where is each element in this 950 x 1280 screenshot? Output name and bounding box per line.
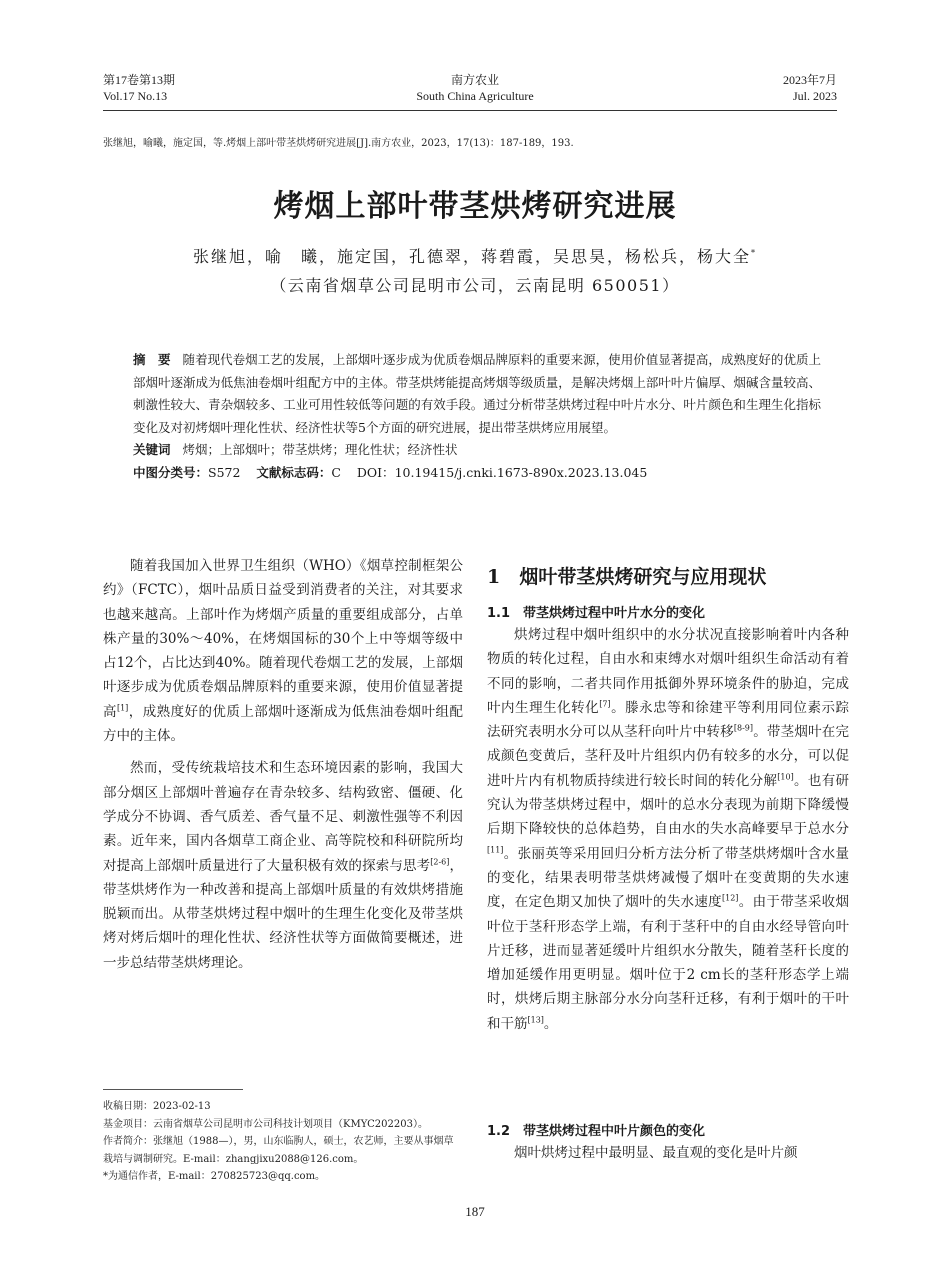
article-title: 烤烟上部叶带茎烘烤研究进展 <box>273 189 677 224</box>
ref-2-6[interactable]: [2-6] <box>430 857 450 867</box>
header-volume-cn: 第17卷第13期 <box>103 73 176 87</box>
intro-p1-text-b: ，成熟度好的优质上部烟叶逐渐成为低焦油卷烟叶组配方中的主体。 <box>103 703 464 745</box>
section-1-1-paragraph <box>487 623 849 1036</box>
ref-10[interactable]: [10] <box>777 772 794 782</box>
abstract-text: 随着现代卷烟工艺的发展，上部烟叶逐步成为优质卷烟品牌原料的重要来源，使用价值显著提高，成熟度好的优质上部烟叶逐渐成为低焦油卷烟叶组配方中的主体。带茎烘烤能提高烤烟等级质量，是解决烤烟上部叶叶片偏厚、烟碱含量较高、刺激性较大、青杂烟较多、工业可用性较低等问题的有效手段。通过分析带茎烘烤过程中叶片水分、叶片颜色和生理生化指标变化及对初烤烟叶理化性状、经济性状等5个方面的研究进展，提出带茎烘烤应用展望。 <box>133 352 821 435</box>
s11-text-c: 。带茎烟叶在完成颜色变黄后，茎秆及叶片组织内仍有较多的水分，可以促进叶片内有机物质持续进行较长时间的转化分解 <box>487 724 850 789</box>
header-journal <box>375 72 575 104</box>
footnote-rule <box>103 1089 243 1090</box>
ref-11[interactable]: [11] <box>487 845 504 855</box>
intro-p2-text-b: ，带茎烘烤作为一种改善和提高上部烟叶质量的有效烘烤措施脱颖而出。从带茎烘烤过程中烟叶的生理生化变化及带茎烘烤对烤后烟叶的理化性状、经济性状等方面做简要概述，进一步总结带茎烘烤理论。 <box>103 857 464 971</box>
ref-8-9[interactable]: [8-9] <box>733 723 753 733</box>
footnote-bio: 作者简介：张继旭（1988—），男，山东临朐人，硕士，农艺师，主要从事烟草栽培与调制研究。E-mail：zhangjixu2088@126.com。 <box>103 1136 454 1165</box>
header-date-en: Jul. 2023 <box>792 89 837 103</box>
subsection-1-1: 1.1 带茎烘烤过程中叶片水分的变化 <box>487 606 706 621</box>
page-number: 187 <box>465 1204 485 1219</box>
clc-value: S572 <box>208 464 241 480</box>
section-1-2-paragraph: 烟叶烘烤过程中最明显、最直观的变化是叶片颜 <box>514 1145 798 1161</box>
subsection-1-2: 1.2 带茎烘烤过程中叶片颜色的变化 <box>487 1124 706 1139</box>
ref-1[interactable]: [1] <box>116 703 129 713</box>
s11-text-f: 。由于带茎采收烟叶位于茎秆形态学上端，有利于茎秆中的自由水经导管向叶片迁移，进而显著延缓叶片组织水分散失，随着茎秆长度的增加延缓作用更明显。烟叶位于2 cm长的茎秆形态学上端时，烘烤后期主脉部分水分向茎秆迁移，有利于烟叶的干叶和干筋 <box>487 894 850 1032</box>
keywords-label: 关键词 <box>133 442 171 457</box>
doi-value: 10.19415/j.cnki.1673-890x.2023.13.045 <box>394 464 648 480</box>
s11-text-a: 烘烤过程中烟叶组织中的水分状况直接影响着叶内各种物质的转化过程，自由水和束缚水对烟叶组织生命活动有着不同的影响，二者共同作用抵御外界环境条件的胁迫，完成叶内生理生化转化 <box>487 627 849 716</box>
footnotes <box>103 1098 463 1186</box>
header-right <box>697 72 837 104</box>
header-left <box>103 72 175 104</box>
section-1-title: 烟叶带茎烘烤研究与应用现状 <box>519 566 767 588</box>
intro-paragraph-2 <box>103 756 463 975</box>
citation-line: 张继旭，喻曦，施定国，等.烤烟上部叶带茎烘烤研究进展[J].南方农业，2023，17(13)：187-189，193. <box>103 138 574 149</box>
header-rule <box>103 110 837 111</box>
footnote-received: 收稿日期：2023-02-13 <box>103 1101 211 1112</box>
header-journal-en: South China Agriculture <box>416 89 534 103</box>
ref-12[interactable]: [12] <box>722 893 739 903</box>
ref-7[interactable]: [7] <box>599 699 611 709</box>
abstract-label: 摘 要 <box>133 352 171 367</box>
intro-p2-text-a: 然而，受传统栽培技术和生态环境因素的影响，我国大部分烟区上部烟叶普遍存在青杂较多、结构致密、僵硬、化学成分不协调、香气质差、香气量不足、刺激性强等不利因素。近年来，国内各烟草工商企业、高等院校和科研院所均对提高上部烟叶质量进行了大量积极有效的探索与思考 <box>103 760 463 874</box>
header-volume-en: Vol.17 No.13 <box>103 89 168 103</box>
doc-code-value: C <box>331 464 341 480</box>
section-1-heading <box>487 562 847 589</box>
corresponding-mark: * <box>751 248 757 258</box>
header-journal-cn: 南方农业 <box>450 73 499 87</box>
footnote-fund: 基金项目：云南省烟草公司昆明市公司科技计划项目（KMYC202203）。 <box>103 1118 428 1130</box>
header-date-cn: 2023年7月 <box>782 73 837 87</box>
abstract-block <box>133 349 821 484</box>
intro-paragraph-1 <box>103 554 463 748</box>
authors-text: 张继旭，喻 曦，施定国，孔德翠，蒋碧霞，吴思昊，杨松兵，杨大全 <box>192 247 751 266</box>
keywords-text: 烤烟；上部烟叶；带茎烘烤；理化性状；经济性状 <box>182 442 458 457</box>
intro-p1-text-a: 随着我国加入世界卫生组织（WHO）《烟草控制框架公约》（FCTC），烟叶品质日益受到消费者的关注，对其要求也越来越高。上部叶作为烤烟产质量的重要组成部分，占单株产量的30%～40%，在烤烟国标的30个上中等烟等级中占12个，占比达到40%。随着现代卷烟工艺的发展，上部烟叶逐步成为优质卷烟品牌原料的重要来源，使用价值显著提高 <box>103 558 463 720</box>
footnote-corresponding: *为通信作者，E-mail：270825723@qq.com。 <box>103 1171 326 1182</box>
affiliation: （云南省烟草公司昆明市公司，云南昆明 650051） <box>270 276 680 295</box>
section-1-number: 1 <box>487 566 501 588</box>
s11-text-b: 。滕永忠等和徐建平等利用同位素示踪法研究表明水分可以从茎秆向叶片中转移 <box>487 699 850 741</box>
left-column <box>103 554 463 975</box>
author-list <box>0 244 950 267</box>
doc-code-label: 文献标志码： <box>256 464 332 480</box>
ref-13[interactable]: [13] <box>527 1015 544 1025</box>
right-column-body <box>487 623 849 1036</box>
s11-text-e: 。张丽英等采用回归分析方法分析了带茎烘烤烟叶含水量的变化，结果表明带茎烘烤减慢了烟叶在变黄期的失水速度，在定色期又加快了烟叶的失水速度 <box>487 845 849 911</box>
doi-label: DOI： <box>356 464 395 480</box>
clc-label: 中图分类号： <box>133 464 209 480</box>
section-1-2-body <box>487 1141 849 1165</box>
s11-text-g: 。 <box>543 1015 558 1032</box>
s11-text-d: 。也有研究认为带茎烘烤过程中，烟叶的总水分表现为前期下降缓慢后期下降较快的总体趋势，自由水的失水高峰要早于总水分 <box>487 772 850 838</box>
